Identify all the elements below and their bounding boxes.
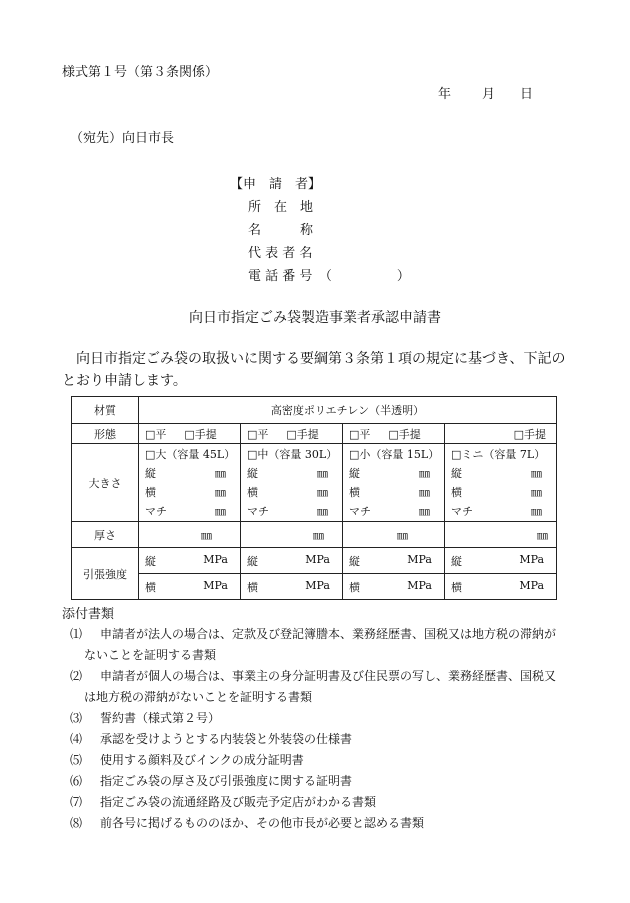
attachment-item [70,813,570,834]
strength-unit: MPa [407,552,432,566]
item-number: ⑵ [70,669,83,683]
dim-label: 縦 [145,466,156,480]
strength-unit: MPa [305,578,330,592]
strength-unit: MPa [407,578,432,592]
dir-label: 横 [247,580,258,594]
dim-unit: ㎜ [531,466,543,480]
strength-cell[interactable] [343,574,445,600]
material-row [72,397,557,424]
size-label: 大きさ [72,444,139,522]
thickness-mini[interactable] [445,522,557,548]
dim-label: マチ [145,504,167,518]
intro-paragraph: 向日市指定ごみ袋の取扱いに関する要綱第３条第１項の規定に基づき、下記のとおり申請します。 [62,351,566,389]
dim-unit: ㎜ [531,504,543,518]
item-text: 承認を受けようとする内装袋と外装袋の仕様書 [100,732,353,746]
strength-row-1 [72,548,557,574]
size-medium-name[interactable]: □中（容量 30L） [247,447,338,461]
dim-unit: ㎜ [317,466,328,480]
strength-unit: MPa [519,552,545,566]
form-options-small [343,424,445,444]
item-text: 使用する顔料及びインクの成分証明書 [100,753,304,767]
document-title: 向日市指定ごみ袋製造事業者承認申請書 [189,310,441,326]
attachment-item-cont: は地方税の滞納がないことを証明する書類 [84,690,313,704]
checkbox-flat[interactable]: □平 [349,427,371,441]
item-number: ⑸ [70,753,83,767]
dim-label: 縦 [349,466,360,480]
date-month: 月 [482,87,496,102]
spec-table [71,396,557,600]
strength-unit: MPa [305,552,330,566]
checkbox-handle[interactable]: □手提 [184,427,217,441]
checkbox-flat[interactable]: □平 [145,427,167,441]
thickness-unit: ㎜ [313,528,324,542]
dir-label: 縦 [145,554,156,568]
strength-cell[interactable] [241,574,343,600]
dir-label: 横 [145,580,156,594]
dim-label: 縦 [451,466,462,480]
material-value: 高密度ポリエチレン（半透明） [139,397,557,424]
dim-label: マチ [349,504,371,518]
checkbox-handle[interactable]: □手提 [513,427,547,441]
dim-label: 横 [349,485,360,499]
strength-cell[interactable] [343,548,445,574]
checkbox-handle[interactable]: □手提 [286,427,319,441]
thickness-large[interactable] [139,522,241,548]
form-label: 様式第１号（第３条関係） [62,65,219,80]
item-number: ⑻ [70,816,83,830]
item-number: ⑶ [70,711,83,725]
thickness-row [72,522,557,548]
dim-unit: ㎜ [215,466,226,480]
thickness-unit: ㎜ [397,528,408,542]
dim-unit: ㎜ [215,485,226,499]
strength-cell[interactable] [241,548,343,574]
form-label-cell: 形態 [72,424,139,444]
thickness-unit: ㎜ [537,528,549,542]
thickness-medium[interactable] [241,522,343,548]
dim-unit: ㎜ [419,485,430,499]
attachments-list [70,624,570,834]
strength-unit: MPa [203,578,228,592]
applicant-field-name: 名 称 [248,223,314,238]
dim-label: 横 [451,485,462,499]
attachment-item [70,666,570,687]
thickness-label: 厚さ [72,522,139,548]
strength-label: 引張強度 [72,548,139,600]
form-options-medium [241,424,343,444]
attachment-item [70,771,570,792]
item-number: ⑺ [70,795,83,809]
size-medium [241,444,343,522]
item-text: 指定ごみ袋の厚さ及び引張強度に関する証明書 [100,774,353,788]
attachment-item [70,624,570,645]
attachment-item [70,792,570,813]
strength-cell[interactable] [139,574,241,600]
item-text: 申請者が法人の場合は、定款及び登記簿謄本、業務経歴書、国税又は地方税の滞納が [100,627,557,641]
dim-unit: ㎜ [215,504,226,518]
material-label: 材質 [72,397,139,424]
dim-unit: ㎜ [419,466,430,480]
size-mini-name[interactable]: □ミニ（容量 7L） [451,447,546,461]
dim-unit: ㎜ [317,485,328,499]
date-year: 年 [438,87,452,102]
date-day: 日 [520,87,534,102]
applicant-field-address: 所 在 地 [248,200,314,215]
item-number: ⑹ [70,774,83,788]
dir-label: 横 [349,580,360,594]
dir-label: 縦 [451,554,462,568]
dim-label: 縦 [247,466,258,480]
checkbox-flat[interactable]: □平 [247,427,269,441]
strength-unit: MPa [519,578,545,592]
size-mini [445,444,557,522]
thickness-small[interactable] [343,522,445,548]
item-number: ⑷ [70,732,83,746]
attachment-item [70,750,570,771]
form-options-large [139,424,241,444]
dim-label: マチ [451,504,473,518]
form-options-mini [445,424,557,444]
applicant-field-representative: 代 表 者 名 [248,246,313,261]
applicant-field-phone: 電 話 番 号 （ ） [248,269,410,284]
thickness-unit: ㎜ [201,528,212,542]
attachment-item [70,729,570,750]
attachment-item-cont: ないことを証明する書類 [84,648,217,662]
dim-unit: ㎜ [531,485,543,499]
item-text: 誓約書（様式第２号） [100,711,221,725]
date-line [438,83,533,102]
dim-label: マチ [247,504,269,518]
dir-label: 縦 [349,554,360,568]
item-text: 前各号に掲げるもののほか、その他市長が必要と認める書類 [100,816,425,830]
checkbox-handle[interactable]: □手提 [388,427,421,441]
applicant-heading: 【申 請 者】 [230,177,322,192]
dim-label: 横 [145,485,156,499]
strength-cell[interactable] [445,574,557,600]
dir-label: 縦 [247,554,258,568]
applicant-block [230,173,410,288]
item-text: 申請者が個人の場合は、事業主の身分証明書及び住民票の写し、業務経歴書、国税又 [100,669,557,683]
size-small-name[interactable]: □小（容量 15L） [349,447,440,461]
attachment-item [70,708,570,729]
size-large [139,444,241,522]
dim-label: 横 [247,485,258,499]
strength-unit: MPa [203,552,228,566]
dir-label: 横 [451,580,462,594]
size-large-name[interactable]: □大（容量 45L） [145,447,236,461]
strength-cell[interactable] [445,548,557,574]
form-row [72,424,557,444]
item-number: ⑴ [70,627,83,641]
addressee: （宛先）向日市長 [70,131,175,146]
dim-unit: ㎜ [419,504,430,518]
size-row [72,444,557,522]
size-small [343,444,445,522]
dim-unit: ㎜ [317,504,328,518]
attachments-heading: 添付書類 [62,607,115,622]
item-text: 指定ごみ袋の流通経路及び販売予定店がわかる書類 [100,795,377,809]
strength-cell[interactable] [139,548,241,574]
strength-row-2 [72,574,557,600]
